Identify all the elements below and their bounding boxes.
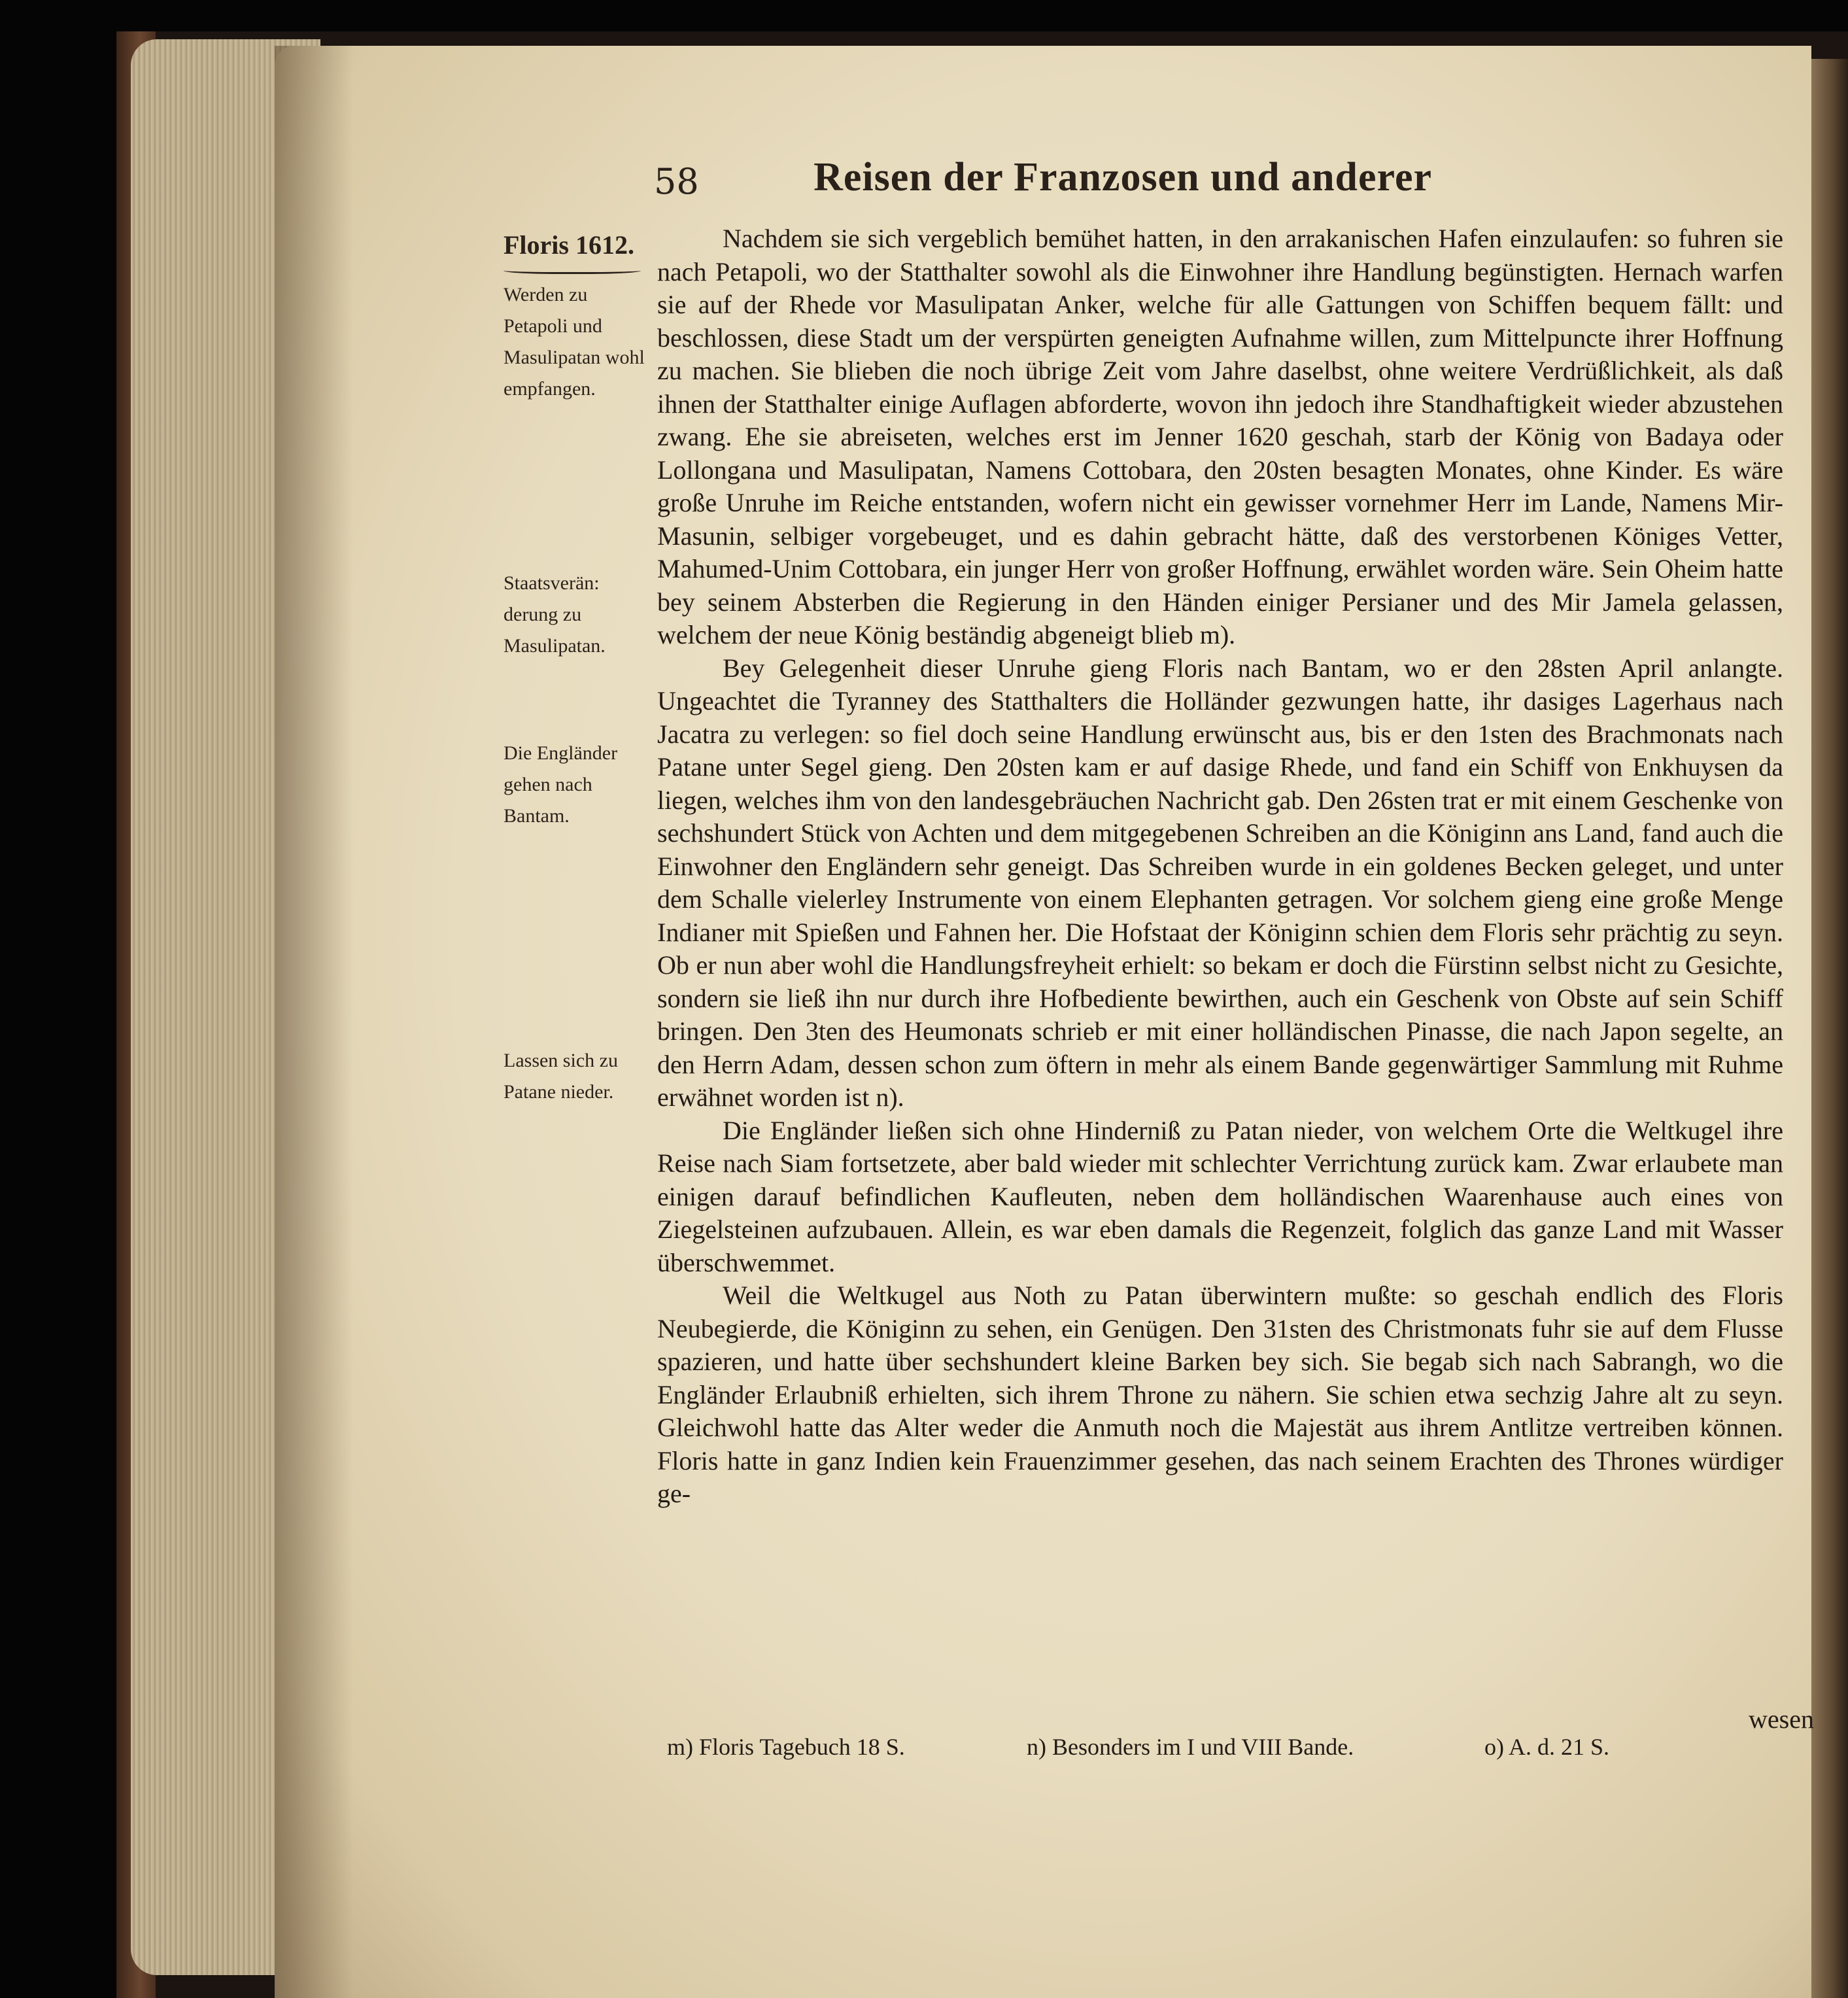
paragraph: Die Engländer ließen sich ohne Hinderniß zu Patan nieder, von welchem Orte die Weltkugel ihre Reise nach Siam fortsetzete, aber bald wieder mit schlechter Verrichtung zurück kam. Zwar erlaubete man einigen darauf befindlichen Kaufleuten, neben dem holländischen Waarenhause auch eines von Ziegelsteinen aufzubauen. Allein, es war eben damals die Regenzeit, folglich das ganze Land mit Wasser überschwemmet. xyxy=(657,1115,1783,1277)
footnote-n: n) Besonders im I und VIII Bande. xyxy=(1027,1734,1354,1760)
paragraph: Weil die Weltkugel aus Noth zu Patan überwintern mußte: so geschah endlich des Floris Neubegierde, die Königinn zu sehen, ein Genügen. Den 31sten des Christmonats fuhr sie auf dem Flusse spazieren, und hatte über sechshundert kleine Barken bey sich. Sie begab sich nach Sabrangh, wo die Engländer Erlaubniß erhielten, sich ihrem Throne zu nähern. Sie schien etwa sechzig Jahre alt zu seyn. Gleichwohl hatte das Alter weder die Anmuth noch die Majestät aus ihrem Antlitze vertreiben können. Floris hatte in ganz Indien kein Frauenzimmer gesehen, das nach seinem Erachten des Thrones würdiger ge- xyxy=(657,1281,1783,1508)
margin-note-2 xyxy=(504,568,655,662)
paragraph: Bey Gelegenheit dieser Unruhe gieng Floris nach Bantam, wo er den 28sten April anlangte. Ungeachtet die Tyranney des Statthalters die Holländer gezwungen hatte, ihr dasiges Lagerhaus nach Jacatra zu verlegen: so fiel doch seine Handlung erwünscht aus, bis er den 1sten des Brachmonats nach Patane unter Segel gieng. Den 20sten kam er auf dasige Rhede, und fand ein Schiff von Enkhuysen da liegen, welches ihm von den landesgebräuchen Nachricht gab. Den 26sten trat er mit einem Geschenke von sechshundert Stück von Achten und dem mitgegebenen Schreiben an die Königinn ans Land, fand auch die Einwohner den Engländern sehr geneigt. Das Schreiben wurde in ein goldenes Becken geleget, und unter dem Schalle vielerley Instrumente von einem Elephanten getragen. Vor solchem gieng eine große Menge Indianer mit Spießen und Fahnen her. Die Hofstaat der Königinn schien dem Floris sehr prächtig zu seyn. Ob er nun aber wohl die Handlungsfreyheit erhielt: so bekam er doch die Fürstinn selbst nicht zu Gesichte, sondern sie ließ ihn nur durch ihre Hofbediente bewirthen, auch ein Geschenk von Obste auf sein Schiff bringen. Den 3ten des Heumonats schrieb er mit einer holländischen Pinasse, die nach Japon segelte, an den Herrn Adam, dessen schon zum öftern in mehr als einem Bande gegenwärtiger Sammlung mit Ruhme erwähnet worden ist n). xyxy=(657,653,1783,1112)
footnotes xyxy=(667,1733,1792,1772)
gutter-shadow xyxy=(275,46,353,1998)
catchword: wesen xyxy=(1749,1704,1814,1734)
margin-year: Floris 1612. xyxy=(504,230,634,260)
paragraph: Nachdem sie sich vergeblich bemühet hatten, in den arrakanischen Hafen einzulaufen: so fuhren sie nach Petapoli, wo der Statthalter sowohl als die Einwohner ihre Handlung begünstigten. Hernach warfen sie auf der Rhede vor Masulipatan Anker, welche für alle Gattungen von Schiffen bequem fällt: und beschlossen, diese Stadt um der verspürten geneigten Aufnahme willen, zum Mittelpuncte ihrer Hoffnung zu machen. Sie blieben die noch übrige Zeit vom Jahre daselbst, ohne weitere Verdrüßlichkeit, als daß ihnen der Statthalter einige Auflagen abforderte, wovon ihn jedoch ihre Standhaftigkeit wieder abzustehen zwang. Ehe sie abreiseten, welches erst im Jenner 1620 geschah, starb der König von Badaya oder Lollongana und Masulipatan, Namens Cottobara, den 20sten besagten Monates, ohne Kinder. Es wäre große Unruhe im Reiche entstanden, wofern nicht ein gewisser vornehmer Herr im Lande, Namens Mir-Masunin, selbiger vorgebeuget, und es dahin gebracht hätte, daß des verstorbenen Königes Vetter, Mahumed-Unim Cottobara, ein junger Herr von großer Hoffnung, erwählet worden wäre. Sein Oheim hatte bey seinem Absterben die Regierung in den Händen einiger Persianer und des Mir Jamela gelassen, welchem der neue König beständig abgeneigt blieb m). xyxy=(657,224,1783,649)
margin-note-text: Lassen sich zu Patane nieder. xyxy=(504,1050,618,1103)
margin-brace xyxy=(504,266,641,274)
margin-note-text: Staatsverän: derung zu Masulipatan. xyxy=(504,572,606,657)
page-number: 58 xyxy=(654,161,699,202)
margin-note-4 xyxy=(504,1045,655,1108)
margin-note-text: Werden zu Petapoli und Masulipatan wohl empfangen. xyxy=(504,284,645,400)
page-header xyxy=(654,154,1779,213)
body-text xyxy=(657,222,1783,1736)
footnote-o: o) A. d. 21 S. xyxy=(1484,1734,1610,1760)
page-right-edge xyxy=(1811,59,1848,1998)
margin-note-text: Die Engländer gehen nach Bantam. xyxy=(504,742,618,827)
footnote-m: m) Floris Tagebuch 18 S. xyxy=(667,1734,905,1760)
margin-note-1 xyxy=(504,229,655,405)
margin-note-3 xyxy=(504,738,655,832)
running-title: Reisen der Franzosen und anderer xyxy=(813,155,1432,199)
